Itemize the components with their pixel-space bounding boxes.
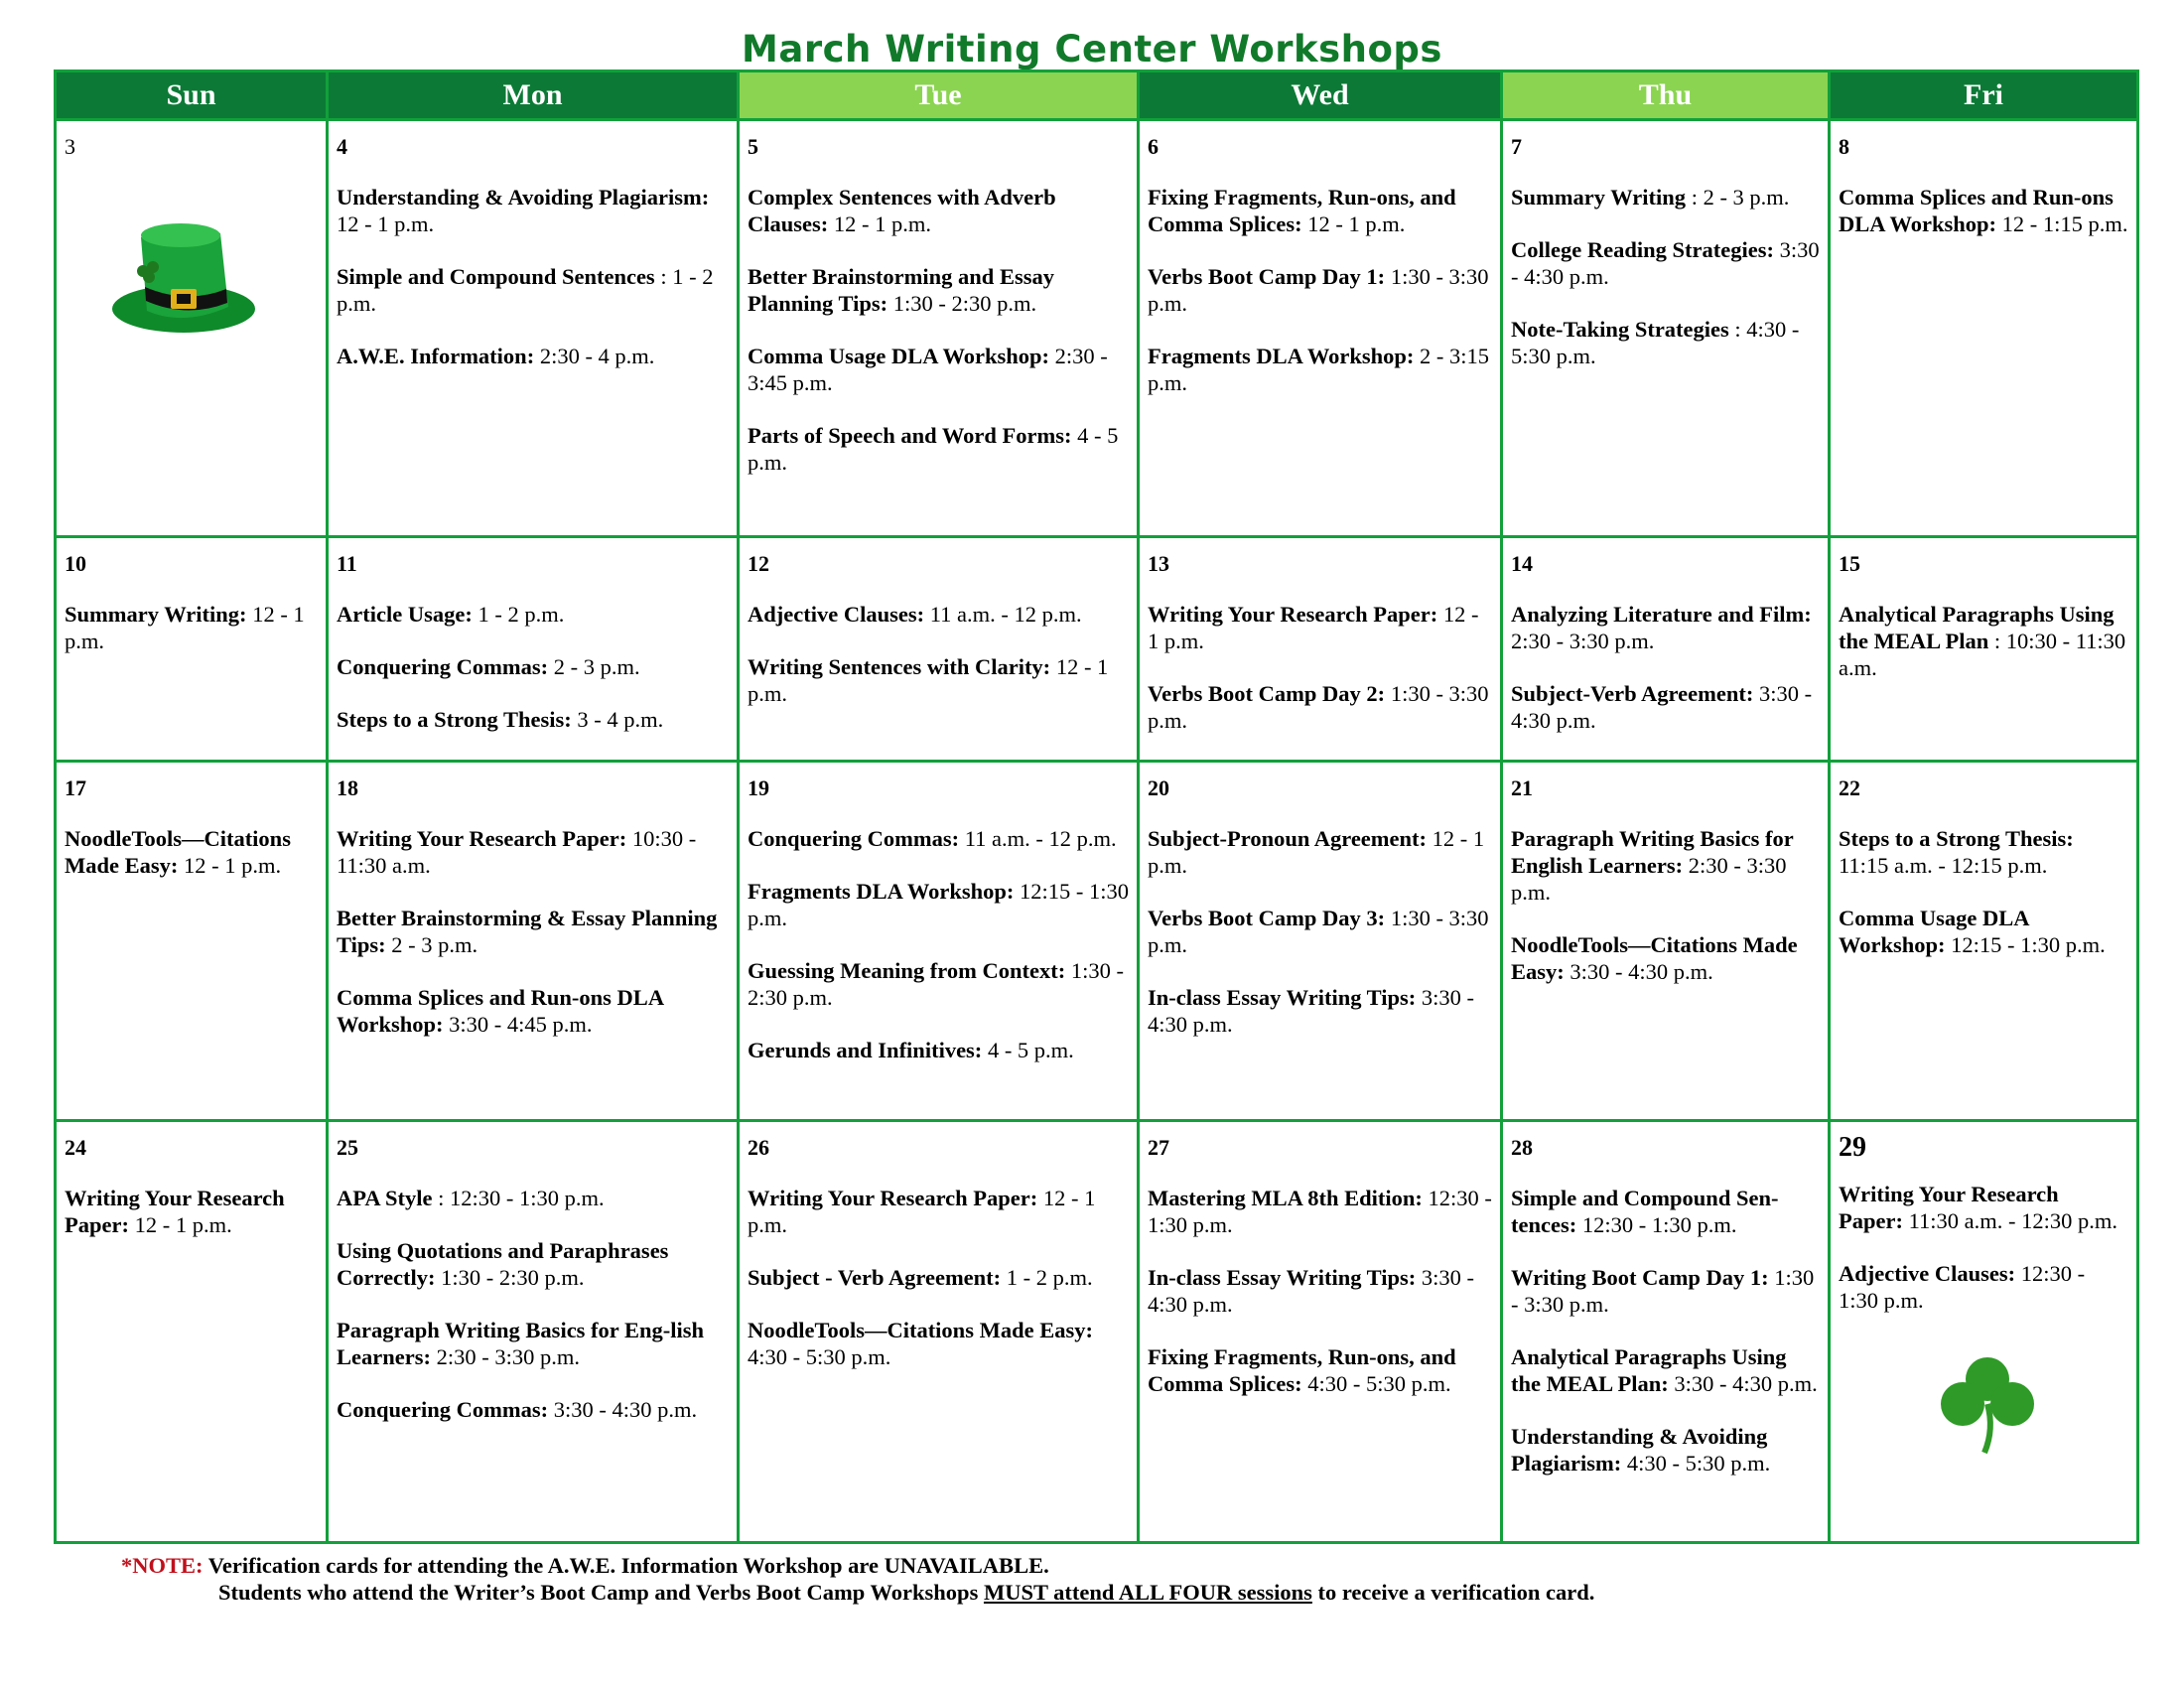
workshop-time: 4:30 - 5:30 p.m. bbox=[1307, 1371, 1451, 1396]
workshop-name: NoodleTools—Citations Made Easy: bbox=[748, 1318, 1093, 1342]
workshop-entry bbox=[748, 601, 1129, 628]
workshop-entry bbox=[748, 263, 1129, 317]
workshop-entry bbox=[337, 706, 729, 733]
day-cell bbox=[1139, 1121, 1502, 1543]
workshop-entry bbox=[65, 601, 318, 654]
workshop-time: 3:30 - 4:30 p.m. bbox=[1570, 959, 1713, 984]
workshop-entry bbox=[1511, 680, 1820, 734]
shamrock-icon bbox=[1933, 1349, 2128, 1465]
workshop-entry bbox=[748, 184, 1129, 237]
day-cell bbox=[1502, 1121, 1830, 1543]
workshop-entry bbox=[337, 1237, 729, 1291]
day-number: 25 bbox=[337, 1135, 358, 1160]
workshop-name: Parts of Speech and Word Forms: bbox=[748, 423, 1072, 448]
workshop-name: APA Style bbox=[337, 1186, 433, 1210]
day-cell bbox=[56, 762, 328, 1121]
day-cell bbox=[1830, 537, 2138, 762]
workshop-time: 12 - 1 p.m. bbox=[1148, 826, 1485, 878]
day-number: 5 bbox=[748, 134, 758, 159]
workshop-name: Comma Splices and Run-ons DLA Workshop: bbox=[1839, 185, 2114, 236]
day-number: 13 bbox=[1148, 551, 1169, 576]
workshop-name: Summary Writing: bbox=[65, 602, 247, 627]
workshop-entry bbox=[1511, 316, 1820, 369]
workshop-entry bbox=[1511, 1185, 1820, 1238]
workshop-entry bbox=[748, 653, 1129, 707]
workshop-entry bbox=[1148, 343, 1492, 396]
day-number: 14 bbox=[1511, 551, 1533, 576]
workshop-entry bbox=[748, 343, 1129, 396]
workshop-name: College Reading Strategies: bbox=[1511, 237, 1774, 262]
day-number: 22 bbox=[1839, 775, 1860, 800]
day-number: 28 bbox=[1511, 1135, 1533, 1160]
day-cell bbox=[56, 120, 328, 537]
day-cell bbox=[1139, 762, 1502, 1121]
workshop-time: 3:30 - 4:30 p.m. bbox=[1511, 237, 1820, 289]
day-cell bbox=[56, 1121, 328, 1543]
day-number: 24 bbox=[65, 1135, 86, 1160]
workshop-entry bbox=[337, 263, 729, 317]
workshop-name: Writing Boot Camp Day 1: bbox=[1511, 1265, 1769, 1290]
workshop-entry bbox=[337, 601, 729, 628]
workshop-time: 2 - 3 p.m. bbox=[391, 932, 478, 957]
workshop-name: Subject - Verb Agreement: bbox=[748, 1265, 1002, 1290]
day-cell bbox=[56, 537, 328, 762]
workshop-time: 2:30 - 3:45 p.m. bbox=[748, 344, 1108, 395]
workshop-time: 11 a.m. - 12 p.m. bbox=[929, 602, 1082, 627]
workshop-time: 11 a.m. - 12 p.m. bbox=[964, 826, 1117, 851]
workshop-entry bbox=[1148, 1185, 1492, 1238]
workshop-name: Writing Your Research Paper: bbox=[65, 1186, 285, 1237]
workshop-time: 12:30 - 1:30 p.m. bbox=[1839, 1261, 2086, 1313]
workshop-name: Conquering Commas: bbox=[748, 826, 960, 851]
workshop-entry bbox=[337, 653, 729, 680]
footnote bbox=[121, 1552, 1594, 1606]
workshop-entry bbox=[1511, 601, 1820, 654]
day-number: 27 bbox=[1148, 1135, 1169, 1160]
workshop-time: 12 - 1 p.m. bbox=[833, 211, 932, 236]
workshop-entry bbox=[337, 1185, 729, 1211]
workshop-name: Subject-Verb Agreement: bbox=[1511, 681, 1754, 706]
workshop-name: Article Usage: bbox=[337, 602, 473, 627]
day-number: 4 bbox=[337, 134, 347, 159]
workshop-time: 12 - 1:15 p.m. bbox=[2001, 211, 2128, 236]
workshop-entry bbox=[1511, 184, 1820, 211]
workshop-entry bbox=[337, 1317, 729, 1370]
workshop-entry bbox=[748, 825, 1129, 852]
workshop-entry bbox=[337, 984, 729, 1038]
workshop-name: Comma Splices and Run-ons DLA Workshop: bbox=[337, 985, 663, 1037]
workshop-time: 1:30 - 2:30 p.m. bbox=[892, 291, 1037, 316]
workshop-time: 12:15 - 1:30 p.m. bbox=[748, 879, 1129, 930]
workshop-entry bbox=[1839, 1260, 2128, 1314]
workshop-name: Simple and Compound Sentences bbox=[337, 264, 655, 289]
note-label: *NOTE: bbox=[121, 1553, 204, 1578]
weekday-header: Thu bbox=[1502, 71, 1830, 120]
workshop-time: 1:30 - 2:30 p.m. bbox=[441, 1265, 585, 1290]
week-row bbox=[56, 1121, 2138, 1543]
workshop-entry bbox=[1839, 825, 2128, 879]
workshop-entry bbox=[1839, 1181, 2128, 1234]
day-cell bbox=[1830, 1121, 2138, 1543]
workshop-name: Understanding & Avoiding Plagiarism: bbox=[337, 185, 710, 210]
workshop-name: Note-Taking Strategies bbox=[1511, 317, 1729, 342]
weekday-header: Wed bbox=[1139, 71, 1502, 120]
workshop-time: 12 - 1 p.m. bbox=[184, 853, 282, 878]
day-number: 20 bbox=[1148, 775, 1169, 800]
workshop-time: : 4:30 - 5:30 p.m. bbox=[1511, 317, 1800, 368]
workshop-name: Simple and Compound Sen-tences: bbox=[1511, 1186, 1779, 1237]
workshop-entry bbox=[1148, 905, 1492, 958]
weekday-header: Tue bbox=[739, 71, 1139, 120]
workshop-name: Adjective Clauses: bbox=[1839, 1261, 2016, 1286]
workshop-entry bbox=[1148, 680, 1492, 734]
workshop-time: 12:15 - 1:30 p.m. bbox=[1951, 932, 2106, 957]
workshop-name: In-class Essay Writing Tips: bbox=[1148, 1265, 1417, 1290]
workshop-name: Writing Your Research Paper: bbox=[337, 826, 627, 851]
workshop-time: 2 - 3 p.m. bbox=[553, 654, 640, 679]
day-number: 3 bbox=[65, 134, 75, 159]
workshop-time: 4 - 5 p.m. bbox=[987, 1038, 1074, 1062]
day-number: 21 bbox=[1511, 775, 1533, 800]
note-line-1: Verification cards for attending the A.W.E. Information Workshop are UNAVAILABLE. bbox=[207, 1553, 1049, 1578]
workshop-entry bbox=[65, 825, 318, 879]
workshop-entry bbox=[1511, 236, 1820, 290]
workshop-name: Comma Usage DLA Workshop: bbox=[748, 344, 1049, 368]
note-emphasis: MUST attend ALL FOUR sessions bbox=[983, 1580, 1312, 1605]
workshop-time: 1:30 - 3:30 p.m. bbox=[1148, 681, 1489, 733]
day-number: 6 bbox=[1148, 134, 1159, 159]
workshop-entry bbox=[65, 1185, 318, 1238]
day-cell bbox=[328, 537, 739, 762]
workshop-entry bbox=[748, 1037, 1129, 1063]
workshop-entry bbox=[1148, 263, 1492, 317]
workshop-entry bbox=[1511, 1264, 1820, 1318]
workshop-entry bbox=[1148, 184, 1492, 237]
workshop-name: NoodleTools—Citations Made Easy: bbox=[65, 826, 291, 878]
workshop-time: : 12:30 - 1:30 p.m. bbox=[438, 1186, 605, 1210]
workshop-entry bbox=[1511, 931, 1820, 985]
workshop-time: 1 - 2 p.m. bbox=[478, 602, 565, 627]
workshop-name: Using Quotations and Paraphrases Correctly: bbox=[337, 1238, 669, 1290]
workshop-time: 3:30 - 4:45 p.m. bbox=[449, 1012, 593, 1037]
workshop-entry bbox=[748, 1317, 1129, 1370]
day-cell bbox=[328, 120, 739, 537]
day-cell bbox=[1139, 537, 1502, 762]
workshop-entry bbox=[1148, 825, 1492, 879]
workshop-time: : 1 - 2 p.m. bbox=[337, 264, 714, 316]
workshop-name: Fragments DLA Workshop: bbox=[1148, 344, 1415, 368]
weekday-header: Mon bbox=[328, 71, 739, 120]
workshop-time: 12 - 1 p.m. bbox=[748, 1186, 1096, 1237]
workshop-name: NoodleTools—Citations Made Easy: bbox=[1511, 932, 1798, 984]
workshop-time: 2:30 - 3:30 p.m. bbox=[1511, 853, 1787, 905]
workshop-time: 1 - 2 p.m. bbox=[1006, 1265, 1093, 1290]
workshop-name: Paragraph Writing Basics for English Learners: bbox=[1511, 826, 1794, 878]
workshop-time: 3:30 - 4:30 p.m. bbox=[1148, 985, 1475, 1037]
workshop-entry bbox=[1148, 984, 1492, 1038]
day-cell bbox=[1139, 120, 1502, 537]
day-cell bbox=[328, 762, 739, 1121]
workshop-time: 4 - 5 p.m. bbox=[748, 423, 1119, 475]
day-number: 10 bbox=[65, 551, 86, 576]
day-cell bbox=[1502, 537, 1830, 762]
day-number: 11 bbox=[337, 551, 357, 576]
workshop-name: Conquering Commas: bbox=[337, 1397, 549, 1422]
workshop-name: Understanding & Avoiding Plagiarism: bbox=[1511, 1424, 1768, 1476]
workshop-time: 3:30 - 4:30 p.m. bbox=[1511, 681, 1813, 733]
weekday-header-row bbox=[56, 71, 2138, 120]
workshop-name: Writing Your Research Paper: bbox=[1839, 1182, 2059, 1233]
workshop-entry bbox=[1511, 825, 1820, 906]
workshop-time: 3:30 - 4:30 p.m. bbox=[1148, 1265, 1475, 1317]
workshop-entry bbox=[1148, 1264, 1492, 1318]
workshop-time: 3:30 - 4:30 p.m. bbox=[1674, 1371, 1818, 1396]
workshop-time: 3 - 4 p.m. bbox=[577, 707, 664, 732]
workshop-entry bbox=[1839, 905, 2128, 958]
workshop-name: Gerunds and Infinitives: bbox=[748, 1038, 983, 1062]
leprechaun-hat-icon bbox=[109, 210, 318, 345]
workshop-name: Fragments DLA Workshop: bbox=[748, 879, 1015, 904]
day-number: 7 bbox=[1511, 134, 1522, 159]
workshop-entry bbox=[1511, 1343, 1820, 1397]
week-row bbox=[56, 762, 2138, 1121]
workshop-time: 12:30 - 1:30 p.m. bbox=[1148, 1186, 1492, 1237]
workshop-time: 12 - 1 p.m. bbox=[1307, 211, 1406, 236]
workshop-time: 12 - 1 p.m. bbox=[1148, 602, 1479, 653]
workshop-name: Writing Sentences with Clarity: bbox=[748, 654, 1051, 679]
workshop-time: 12 - 1 p.m. bbox=[65, 602, 305, 653]
workshop-time: 12 - 1 p.m. bbox=[134, 1212, 232, 1237]
workshop-time: 12:30 - 1:30 p.m. bbox=[1581, 1212, 1737, 1237]
workshop-time: 1:30 - 3:30 p.m. bbox=[1148, 906, 1489, 957]
workshop-name: Analytical Paragraphs Using the MEAL Plan: bbox=[1511, 1344, 1787, 1396]
day-cell bbox=[739, 120, 1139, 537]
workshop-time: 2:30 - 3:30 p.m. bbox=[1511, 629, 1655, 653]
note-line-2-prefix: Students who attend the Writer’s Boot Camp and Verbs Boot Camp Workshops bbox=[218, 1580, 979, 1605]
weekday-header: Sun bbox=[56, 71, 328, 120]
workshop-entry bbox=[1148, 1343, 1492, 1397]
workshop-time: 12 - 1 p.m. bbox=[748, 654, 1109, 706]
workshop-name: Paragraph Writing Basics for Eng-lish Learners: bbox=[337, 1318, 705, 1369]
workshop-time: 3:30 - 4:30 p.m. bbox=[553, 1397, 698, 1422]
workshop-name: Steps to a Strong Thesis: bbox=[1839, 826, 2074, 851]
workshop-entry bbox=[1511, 1423, 1820, 1477]
day-cell bbox=[739, 537, 1139, 762]
calendar-grid bbox=[54, 70, 2139, 1544]
workshop-name: Complex Sentences with Adverb Clauses: bbox=[748, 185, 1056, 236]
note-line-2-suffix: to receive a verification card. bbox=[1317, 1580, 1595, 1605]
workshop-name: Comma Usage DLA Workshop: bbox=[1839, 906, 2029, 957]
workshop-entry bbox=[337, 184, 729, 237]
day-number: 18 bbox=[337, 775, 358, 800]
day-number: 19 bbox=[748, 775, 769, 800]
day-cell bbox=[1502, 120, 1830, 537]
workshop-entry bbox=[1839, 601, 2128, 681]
workshop-time: 4:30 - 5:30 p.m. bbox=[1626, 1451, 1771, 1476]
workshop-time: 11:15 a.m. - 12:15 p.m. bbox=[1839, 853, 2048, 878]
workshop-entry bbox=[337, 825, 729, 879]
workshop-time: 1:30 - 3:30 p.m. bbox=[1511, 1265, 1815, 1317]
workshop-time: 11:30 a.m. - 12:30 p.m. bbox=[1908, 1208, 2118, 1233]
workshop-time: 12 - 1 p.m. bbox=[337, 211, 435, 236]
workshop-entry bbox=[748, 1185, 1129, 1238]
workshop-time: 1:30 - 2:30 p.m. bbox=[748, 958, 1124, 1010]
workshop-name: Fixing Fragments, Run-ons, and Comma Splices: bbox=[1148, 185, 1456, 236]
day-cell bbox=[739, 1121, 1139, 1543]
weekday-header: Fri bbox=[1830, 71, 2138, 120]
workshop-name: Adjective Clauses: bbox=[748, 602, 925, 627]
workshop-name: Conquering Commas: bbox=[337, 654, 549, 679]
day-cell bbox=[739, 762, 1139, 1121]
day-cell bbox=[328, 1121, 739, 1543]
workshop-time: 10:30 - 11:30 a.m. bbox=[337, 826, 697, 878]
workshop-name: Mastering MLA 8th Edition: bbox=[1148, 1186, 1423, 1210]
workshop-name: In-class Essay Writing Tips: bbox=[1148, 985, 1417, 1010]
workshop-name: A.W.E. Information: bbox=[337, 344, 535, 368]
workshop-name: Subject-Pronoun Agreement: bbox=[1148, 826, 1428, 851]
workshop-time: 1:30 - 3:30 p.m. bbox=[1148, 264, 1489, 316]
workshop-entry bbox=[337, 905, 729, 958]
day-number: 17 bbox=[65, 775, 86, 800]
workshop-entry bbox=[1839, 184, 2128, 237]
workshop-time: : 2 - 3 p.m. bbox=[1691, 185, 1790, 210]
day-number: 26 bbox=[748, 1135, 769, 1160]
workshop-name: Verbs Boot Camp Day 2: bbox=[1148, 681, 1386, 706]
workshop-entry bbox=[337, 1396, 729, 1423]
day-cell bbox=[1830, 762, 2138, 1121]
day-cell bbox=[1830, 120, 2138, 537]
workshop-time: 2:30 - 3:30 p.m. bbox=[436, 1344, 580, 1369]
day-cell bbox=[1502, 762, 1830, 1121]
workshop-name: Verbs Boot Camp Day 1: bbox=[1148, 264, 1386, 289]
page-title: March Writing Center Workshops bbox=[742, 28, 1442, 70]
week-row bbox=[56, 120, 2138, 537]
workshop-name: Writing Your Research Paper: bbox=[748, 1186, 1038, 1210]
workshop-time: 4:30 - 5:30 p.m. bbox=[748, 1344, 891, 1369]
week-row bbox=[56, 537, 2138, 762]
day-number: 8 bbox=[1839, 134, 1849, 159]
workshop-time: 2:30 - 4 p.m. bbox=[539, 344, 655, 368]
workshop-name: Steps to a Strong Thesis: bbox=[337, 707, 572, 732]
day-number: 12 bbox=[748, 551, 769, 576]
workshop-entry bbox=[748, 957, 1129, 1011]
workshop-name: Guessing Meaning from Context: bbox=[748, 958, 1066, 983]
workshop-entry bbox=[748, 1264, 1129, 1291]
workshop-entry bbox=[748, 422, 1129, 476]
workshop-entry bbox=[748, 878, 1129, 931]
workshop-time: 2 - 3:15 p.m. bbox=[1148, 344, 1489, 395]
workshop-time: : 10:30 - 11:30 a.m. bbox=[1839, 629, 2126, 680]
workshop-entry bbox=[337, 343, 729, 369]
workshop-name: Analytical Paragraphs Using the MEAL Plan bbox=[1839, 602, 2115, 653]
workshop-name: Summary Writing bbox=[1511, 185, 1687, 210]
workshop-name: Better Brainstorming & Essay Planning Tips: bbox=[337, 906, 718, 957]
workshop-name: Verbs Boot Camp Day 3: bbox=[1148, 906, 1386, 930]
workshop-name: Better Brainstorming and Essay Planning Tips: bbox=[748, 264, 1054, 316]
workshop-name: Writing Your Research Paper: bbox=[1148, 602, 1438, 627]
workshop-name: Analyzing Literature and Film: bbox=[1511, 602, 1812, 627]
workshop-name: Fixing Fragments, Run-ons, and Comma Splices: bbox=[1148, 1344, 1456, 1396]
day-number: 29 bbox=[1839, 1132, 1866, 1163]
day-number: 15 bbox=[1839, 551, 1860, 576]
workshop-entry bbox=[1148, 601, 1492, 654]
